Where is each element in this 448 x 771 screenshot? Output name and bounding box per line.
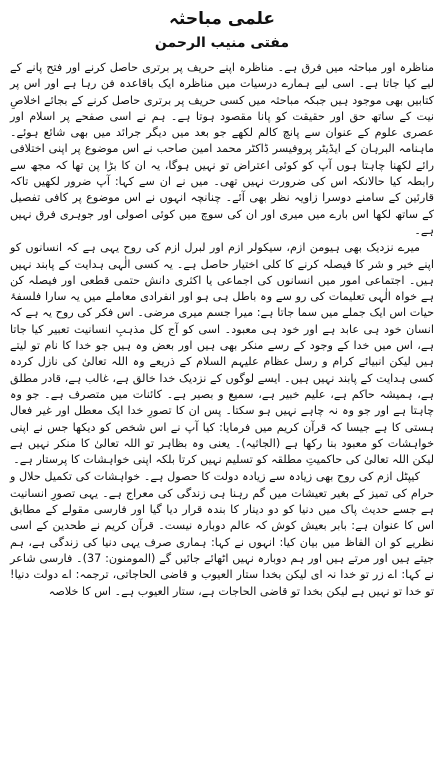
article-title: علمی مباحثہ bbox=[168, 9, 276, 29]
article-author: مفتی منیب الرحمن bbox=[154, 35, 290, 51]
article-paragraph-2: میرے نزدیک بھی ہیومن ازم، سیکولر ازم اور لبرل ازم کی روح یہی ہے کہ انسانوں کو اپنے خیر و شر کا فیصلہ کرنے کا کلی اختیار حاصل ہے۔ یہ کسی الٰہی ہدایت کے پابند نہیں ہیں۔ اجتماعی امور میں انسانوں کی اجماعی یا اکثری دانش حتمی قطعی اور فیصلہ کن ہے خواہ الٰہی تعلیمات کی رو سے وہ باطل ہی ہو اور انفرادی معاملے میں یہ سارا فلسفۂ حیات اس ایک جملے میں سما جاتا ہے: میرا جسم میری مرضی۔ اس فکر کی روح یہ ہے کہ انسان خود ہی عابد ہے اور خود ہی معبود۔ اسی کو آج کل مذہبِ انسانیت تعبیر کیا جاتا ہے، اس میں خدا کے وجود کے رسے منکر بھی ہیں اور بعض وہ ہیں جو خدا کا نام تو لیتے ہیں لیکن انبیائے کرام و رسل عظام علیہم السلام کے ذریعے وہ اللہ تعالیٰ کی نازل کردہ کسی ہدایت کے پابند نہیں ہیں۔ ایسے لوگوں کے نزدیک خدا خالق ہے، غالب ہے، قادر مطلق ہے، ہمیشہ حاکم ہے، علیم خبیر ہے، سمیع و بصیر ہے۔ کائنات میں متصرف ہے۔ جو وہ چاہتا ہے اور جو وہ نہ چاہے نہیں ہو سکتا۔ پس ان کا تصورِ خدا ایک معطل اور غیر فعال ہستی کا ہے جیسا کہ قرآن کریم میں فرمایا: کیا آپ نے اس شخص کو دیکھا جس نے اپنی خواہشات کو معبود بنا رکھا ہے (الجاثیہ)۔ یعنی وہ بظاہر تو اللہ تعالیٰ کا منکر نہیں ہے لیکن اللہ تعالیٰ کی حاکمیتِ مطلقہ کو تسلیم نہیں کرتا بلکہ اپنی خواہشات کا پرستار ہے۔ bbox=[10, 241, 434, 467]
article-paragraph-1: مناظرہ اور مباحثہ میں فرق ہے۔ مناظرہ اپنے حریف پر برتری حاصل کرنے اور فتح پانے کے لیے کیا جاتا ہے۔ اسی لیے ہمارے درسیات میں مناظرہ ایک باقاعدہ فن رہا ہے اور اس پر کتابیں بھی موجود ہیں جبکہ مباحثہ میں کسی حریف پر برتری حاصل کرنے کے بجائے اخلاصِ نیت کے ساتھ حق اور حقیقت کو پانا مقصود ہوتا ہے۔ ہم نے اسی صفحے پر اسلام اور عصری علوم کے عنوان سے پانچ کالم لکھے جو بعد میں دیگر جرائد میں بھی شائع ہوئے۔ ماہنامہ البرہان کے ایڈیٹر پروفیسر ڈاکٹر محمد امین صاحب نے اس موضوع پر اپنی اختلافی رائے لکھنا چاہتا ہوں آپ کو کوئی اعتراض تو نہیں ہوگا، یہ ان کا بڑا پن تھا کہ مجھ سے رابطہ کیا حالانکہ اس کی ضرورت نہیں تھی۔ میں نے ان سے کہا: آپ ضرور لکھیں تاکہ قارئین کے سامنے دوسرا زاویہ نظر بھی آئے۔ چنانچہ انہوں نے اس موضوع پر کافی تفصیل کے ساتھ لکھا اس بارے میں میری اور ان کی سوچ میں کوئی اصولی اور جوہری فرق نہیں ہے۔ bbox=[10, 61, 434, 237]
article-paragraph-3: کیپٹل ازم کی روح بھی زیادہ سے زیادہ دولت کا حصول ہے۔ خواہشات کی تکمیل حلال و حرام کی تمیز کے بغیر تعیشات میں گم رہنا ہی زندگی کی معراج ہے۔ یہی تصورِ انسانیت ہے جسے حدیث پاک میں دنیا کو دو دینار کا بندہ قرار دیا گیا اور فارسی مقولے کے مطابق اس کا عنوان ہے: بابر بعیش کوش کہ عالم دوبارہ نیست۔ قرآن کریم نے طحدین کے اسی نظریے کو ان الفاظ میں بیان کیا: انہوں نے کہا: ہماری صرف یہی دنیا کی زندگی ہے، ہم جیتے ہیں اور مرتے ہیں اور ہم دوبارہ نہیں اٹھائے جائیں گے (المومنون: 37)۔ فارسی شاعر نے کہا: اے زر تو خدا نہ ای لیکن بخدا ستار العیوب و قاضی الحاجاتی، ترجمہ: اے دولت دنیا! تو خدا تو نہیں ہے لیکن بخدا تو قاضی الحاجات ہے، ستار العیوب ہے۔ اس کا خلاصہ bbox=[10, 470, 434, 598]
